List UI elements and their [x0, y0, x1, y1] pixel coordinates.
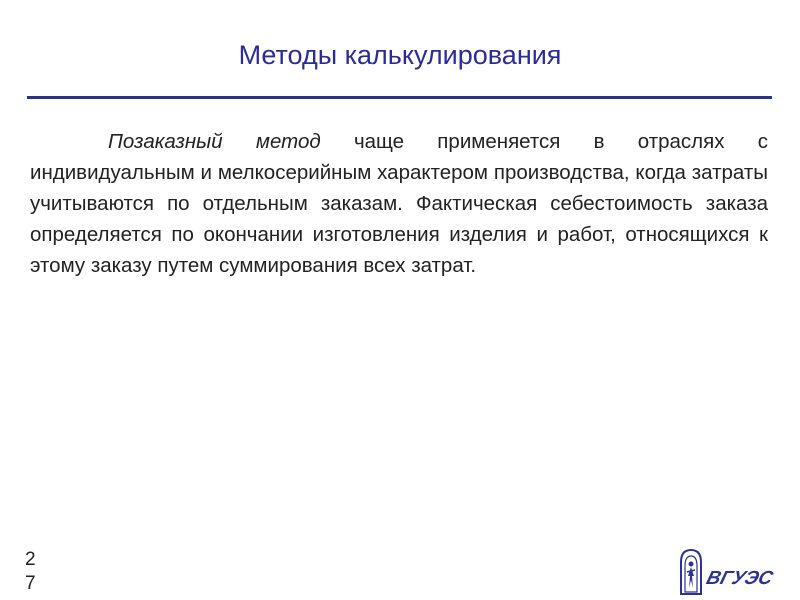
- paragraph-text: чаще применяется в отраслях с индивидуальным и мелкосерийным характером производства, когда затраты учитываются по отдельным заказам. Фактическая себестоимость заказа определяется по окончании изготовления изделия и работ, относящихся к этому заказу путем суммирования всех затрат.: [30, 130, 768, 277]
- logo-graphic: [677, 548, 777, 596]
- page-number-digit-1: 2: [25, 549, 36, 570]
- university-logo: [677, 548, 777, 596]
- body-paragraph: [30, 126, 768, 281]
- page-number-digit-2: 7: [25, 573, 36, 594]
- emphasized-term: Позаказный метод: [108, 130, 321, 153]
- slide-title: Методы калькулирования: [238, 40, 562, 70]
- logo-text: ВГУЭС: [704, 568, 775, 589]
- page-number: [25, 548, 45, 596]
- title-divider: [27, 96, 772, 99]
